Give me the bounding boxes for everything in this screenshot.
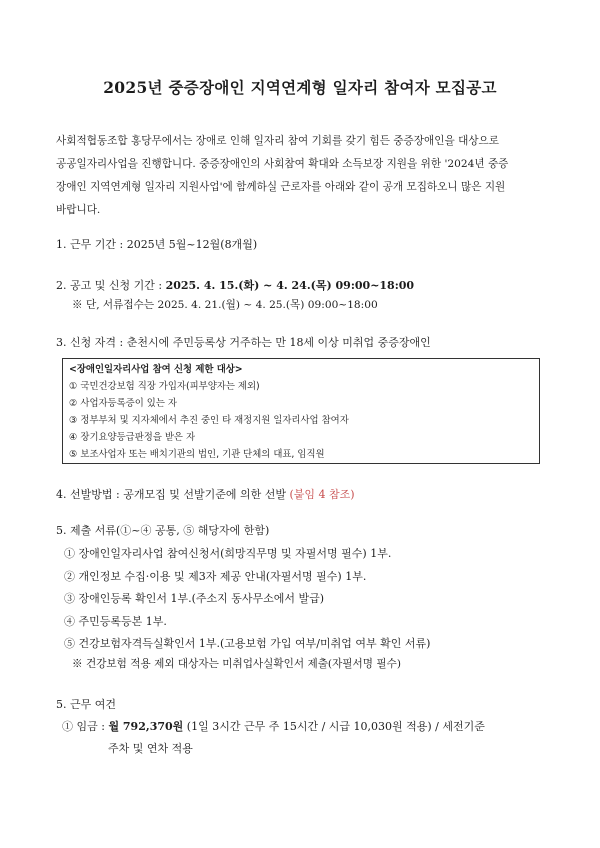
restriction-box xyxy=(62,358,540,464)
intro-line: 장애인 지역연계형 일자리 지원사업'에 함께하실 근로자를 아래와 같이 공개 모집하오니 많은 지원 xyxy=(56,181,506,193)
required-documents-heading: 5. 제출 서류(①~④ 공통, ⑤ 해당자에 한함) xyxy=(56,524,270,537)
selection-method xyxy=(56,486,355,502)
intro-paragraph xyxy=(56,130,556,222)
document-submission-note: ※ 단, 서류접수는 2025. 4. 21.(월) ~ 4. 25.(목) 09:00~18:00 xyxy=(72,299,378,311)
restriction-item: ④ 장기요양등급판정을 받은 자 xyxy=(69,432,196,443)
eligibility: 3. 신청 자격 : 춘천시에 주민등록상 거주하는 만 18세 이상 미취업 중증장애인 xyxy=(56,336,431,349)
restriction-item: ② 사업자등록증이 있는 자 xyxy=(69,398,177,409)
wage-detail: (1일 3시간 근무 주 15시간 / 시급 10,030원 적용) / 세전기준 xyxy=(183,720,485,733)
restriction-item: ⑤ 보조사업자 또는 배치기관의 법인, 기관 단체의 대표, 임직원 xyxy=(69,449,325,460)
restriction-item: ③ 정부부처 및 지자체에서 추진 중인 타 재정지원 일자리사업 참여자 xyxy=(69,415,349,426)
intro-line: 공공일자리사업을 진행합니다. 중증장애인의 사회참여 확대와 소득보장 지원을 위한 '2024년 중증 xyxy=(56,158,509,170)
page-title: 2025년 중증장애인 지역연계형 일자리 참여자 모집공고 xyxy=(103,78,497,97)
document-item: ④ 주민등록등본 1부. xyxy=(64,614,167,628)
wage-note: 주차 및 연차 적용 xyxy=(108,742,193,755)
intro-line: 사회적협동조합 홍당무에서는 장애로 인해 일자리 참여 기회를 갖기 힘든 중증장애인을 대상으로 xyxy=(56,135,500,147)
restriction-heading: <장애인일자리사업 참여 신청 제한 대상> xyxy=(69,364,243,375)
wage-amount: 월 792,370원 xyxy=(108,720,184,733)
wage-line xyxy=(62,718,485,734)
application-period-dates: 2025. 4. 15.(화) ~ 4. 24.(목) 09:00~18:00 xyxy=(165,279,415,292)
application-period xyxy=(56,277,414,293)
work-conditions-heading: 5. 근무 여건 xyxy=(56,698,116,711)
attachment-reference: (붙임 4 참조) xyxy=(289,488,355,501)
health-insurance-note: ※ 건강보험 적용 제외 대상자는 미취업사실확인서 제출(자필서명 필수) xyxy=(72,658,401,670)
document-item: ③ 장애인등록 확인서 1부.(주소지 동사무소에서 발급) xyxy=(64,592,325,605)
document-item: ① 장애인일자리사업 참여신청서(희망직무명 및 자필서명 필수) 1부. xyxy=(64,547,392,560)
wage-label: ① 임금 : xyxy=(62,720,109,733)
document-item: ⑤ 건강보험자격득실확인서 1부.(고용보험 가입 여부/미취업 여부 확인 서류) xyxy=(64,637,431,650)
selection-method-label: 4. 선발방법 : 공개모집 및 선발기준에 의한 선발 xyxy=(56,488,290,501)
intro-line: 바랍니다. xyxy=(56,204,101,216)
work-period: 1. 근무 기간 : 2025년 5월~12월(8개월) xyxy=(56,238,258,251)
application-period-label: 2. 공고 및 신청 기간 : xyxy=(56,279,166,292)
restriction-item: ① 국민건강보험 직장 가입자(피부양자는 제외) xyxy=(69,381,260,392)
required-documents-list xyxy=(64,543,430,656)
document-item: ② 개인정보 수집·이용 및 제3자 제공 안내(자필서명 필수) 1부. xyxy=(64,569,367,583)
